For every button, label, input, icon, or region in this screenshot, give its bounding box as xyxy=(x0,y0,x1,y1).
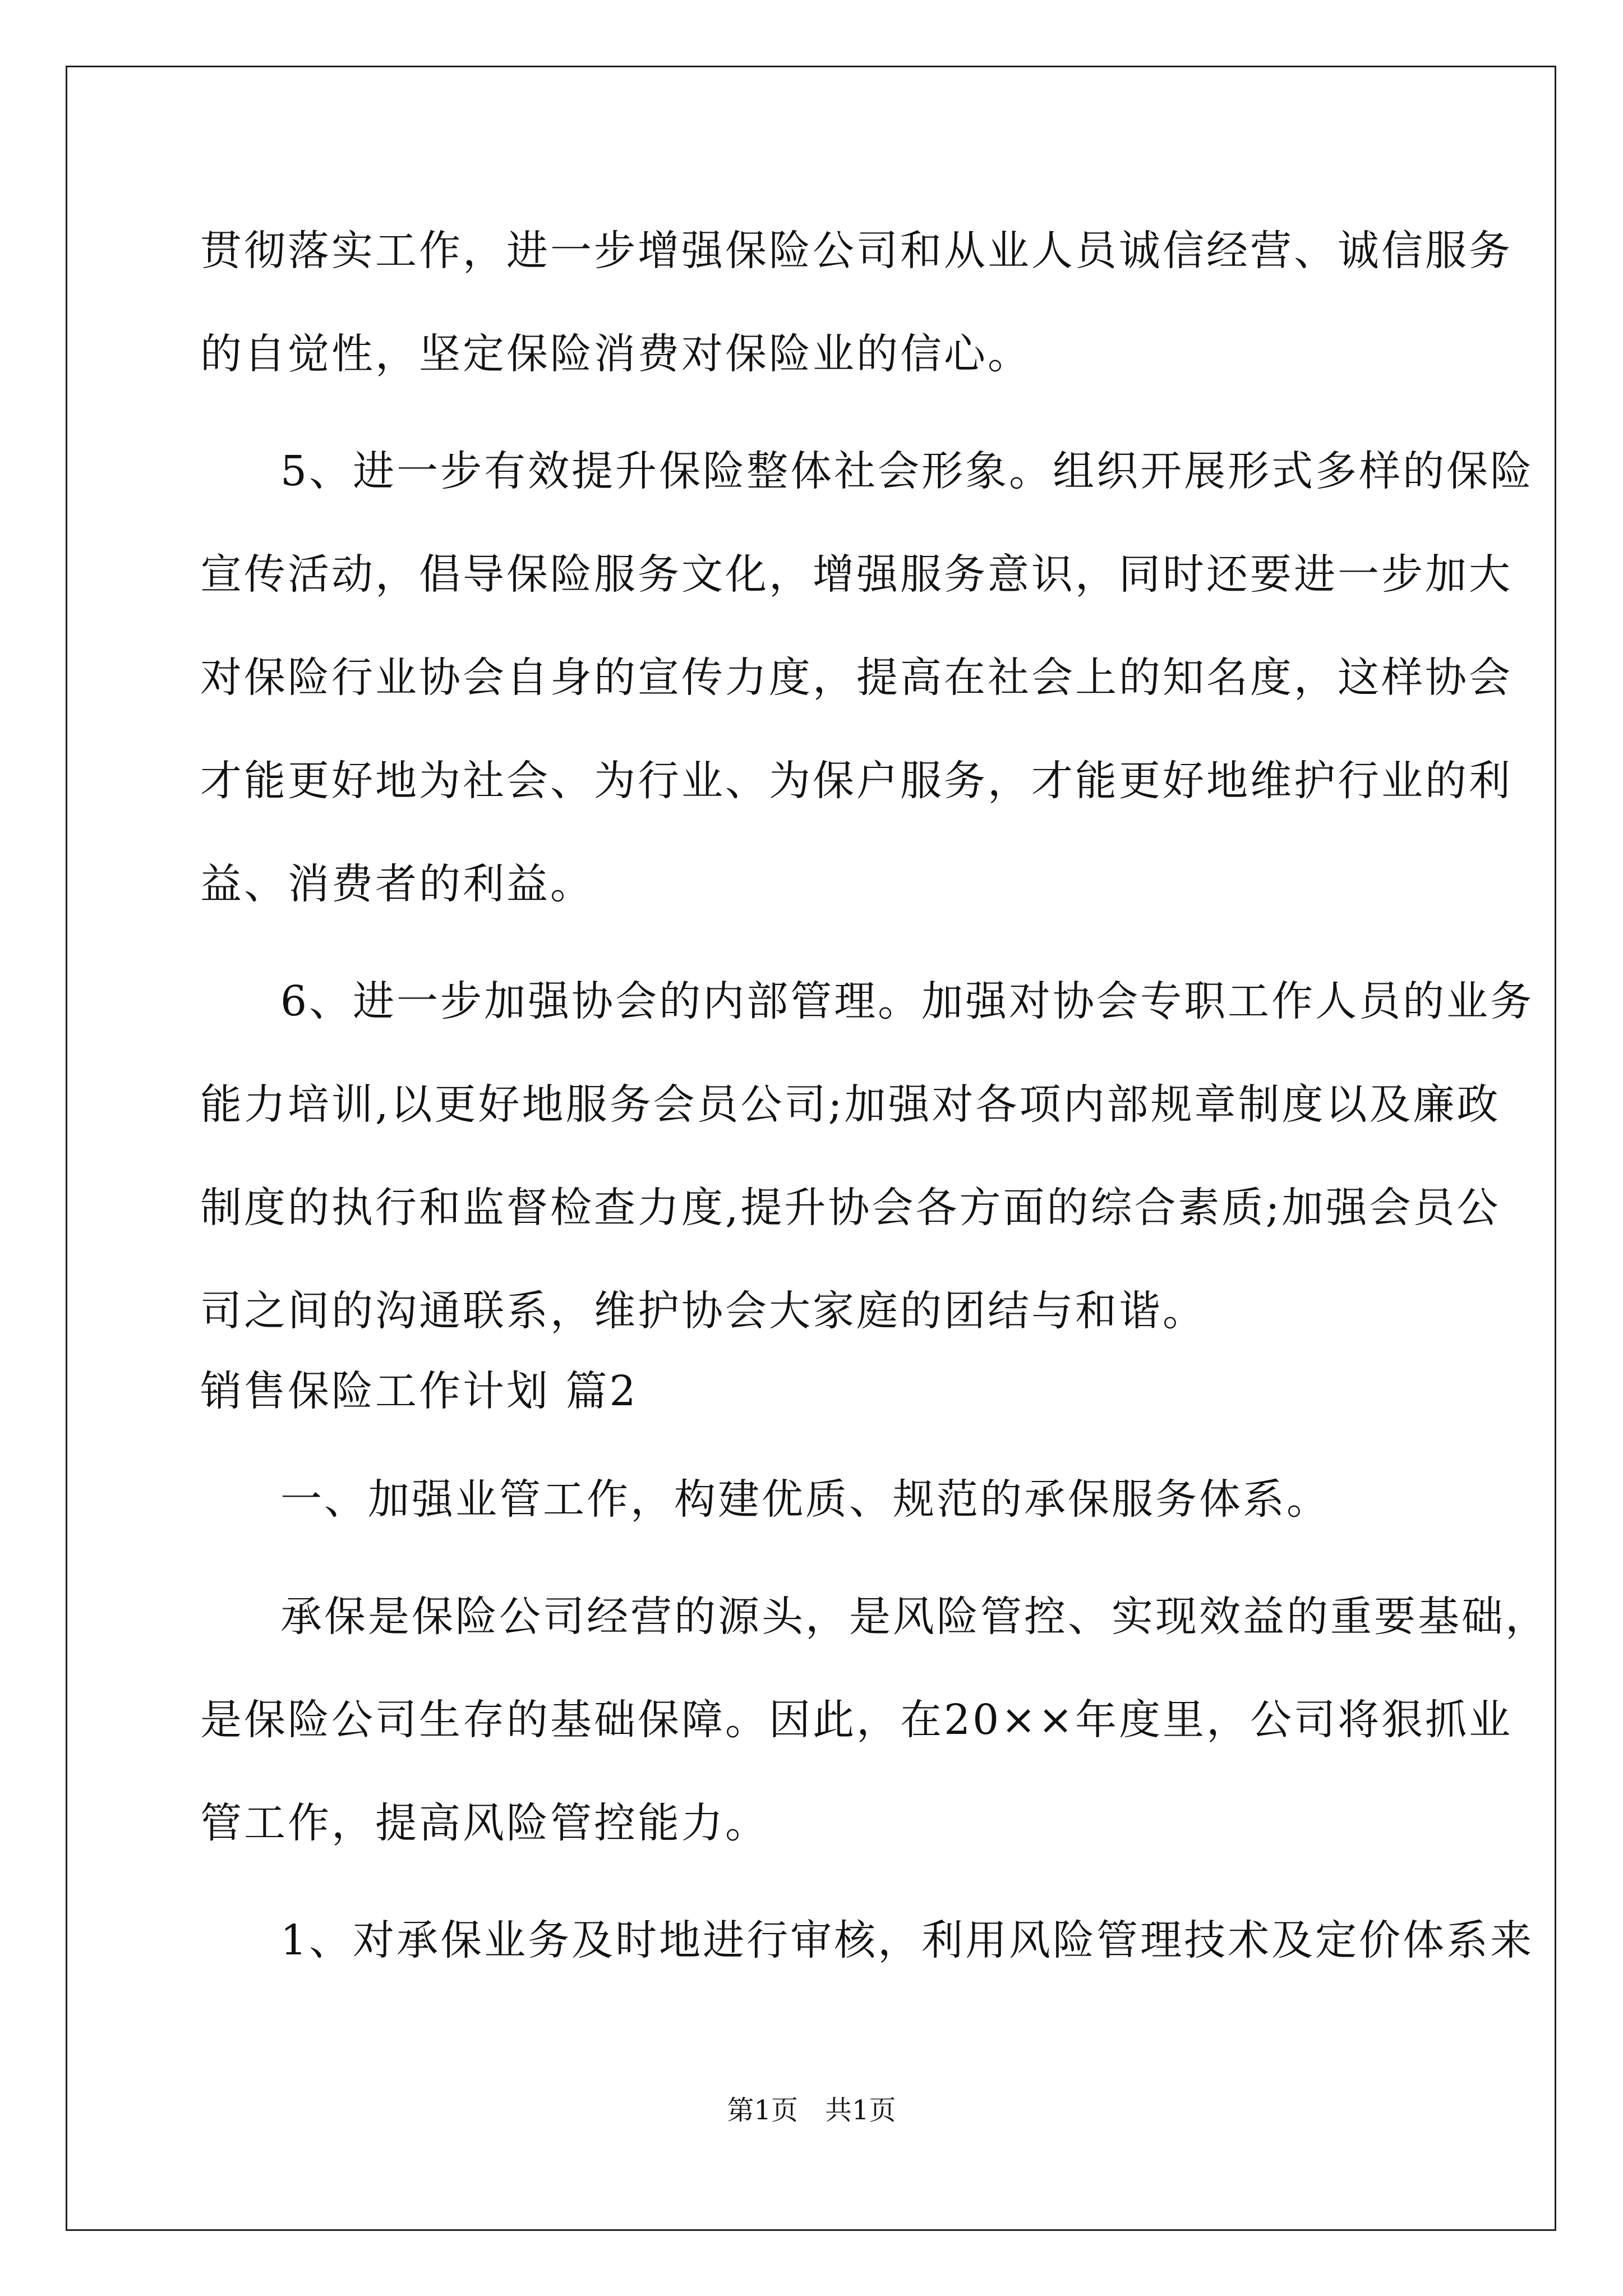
text-line: 才能更好地为社会、为行业、为保户服务，才能更好地维护行业的利 xyxy=(200,757,1513,805)
section-heading: 销售保险工作计划 篇2 xyxy=(200,1367,638,1415)
text-line: 管工作，提高风险管控能力。 xyxy=(200,1799,769,1847)
text-line: 是保险公司生存的基础保障。因此，在20××年度里，公司将狠抓业 xyxy=(200,1696,1513,1744)
text-line: 制度的执行和监督检查力度,提升协会各方面的综合素质;加强会员公 xyxy=(200,1184,1501,1232)
text-line: 1、对承保业务及时地进行审核，利用风险管理技术及定价体系来 xyxy=(280,1916,1534,1964)
text-line: 宣传活动，倡导保险服务文化，增强服务意识，同时还要进一步加大 xyxy=(200,550,1513,599)
text-line: 对保险行业协会自身的宣传力度，提高在社会上的知名度，这样协会 xyxy=(200,654,1513,702)
text-line: 5、进一步有效提升保险整体社会形象。组织开展形式多样的保险 xyxy=(280,447,1534,495)
text-line: 的自觉性，坚定保险消费对保险业的信心。 xyxy=(200,330,1031,378)
text-line: 承保是保险公司经营的源头，是风险管控、实现效益的重要基础， xyxy=(280,1593,1549,1641)
text-line: 6、进一步加强协会的内部管理。加强对协会专职工作人员的业务 xyxy=(280,977,1534,1025)
text-line: 能力培训,以更好地服务会员公司;加强对各项内部规章制度以及廉政 xyxy=(200,1080,1501,1129)
text-line: 益、消费者的利益。 xyxy=(200,860,594,908)
page-footer: 第1页 共1页 xyxy=(727,2095,896,2126)
text-line: 一、加强业管工作，构建优质、规范的承保服务体系。 xyxy=(280,1475,1330,1524)
text-line: 司之间的沟通联系，维护协会大家庭的团结与和谐。 xyxy=(200,1287,1206,1335)
text-line: 贯彻落实工作，进一步增强保险公司和从业人员诚信经营、诚信服务 xyxy=(200,227,1513,275)
page-border xyxy=(66,66,1556,2231)
